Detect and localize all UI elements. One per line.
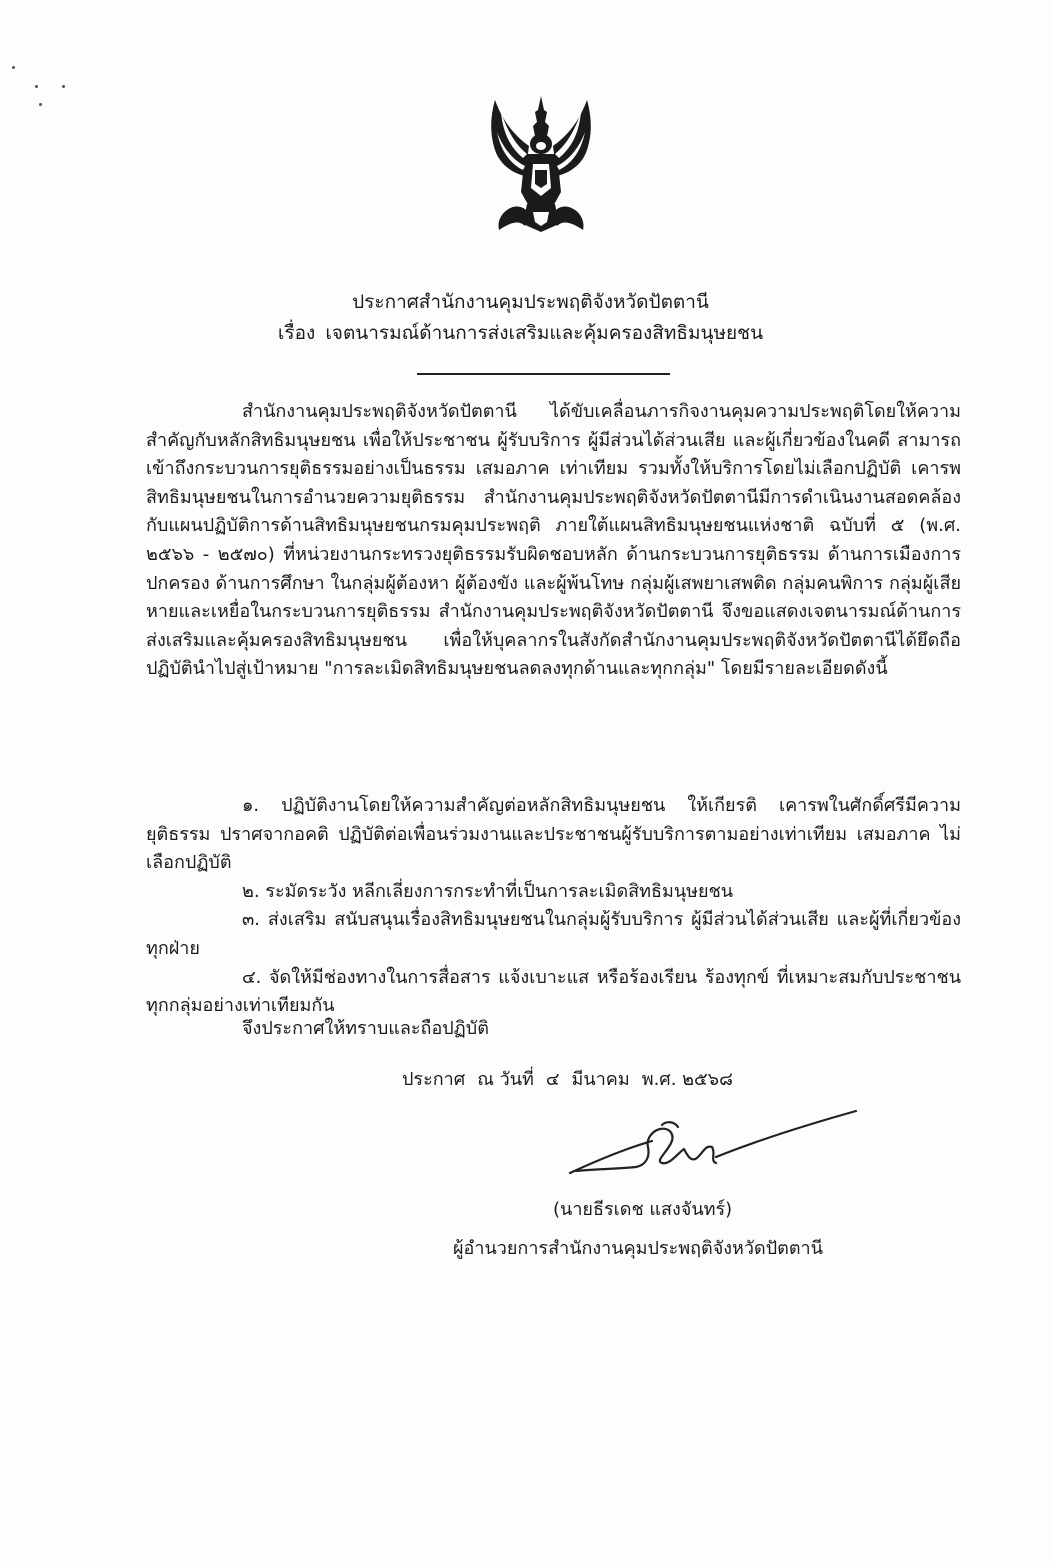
title-divider	[417, 373, 670, 375]
date-prefix: ณ วันที่	[477, 1069, 534, 1090]
date-month: มีนาคม	[571, 1069, 630, 1090]
garuda-emblem-icon	[485, 92, 597, 240]
list-item: ๔. จัดให้มีช่องทางในการสื่อสาร แจ้งเบาะแส หรือร้องเรียน ร้องทุกข์ ที่เหมาะสมกับประชาชนทุกกลุ่มอย่างเท่าเทียมกัน	[146, 966, 961, 1017]
list-item: ๓. ส่งเสริม สนับสนุนเรื่องสิทธิมนุษยชนในกลุ่มผู้รับบริการ ผู้มีส่วนได้ส่วนเสีย และผู้ที่เกี่ยวข้องทุกฝ่าย	[146, 909, 961, 959]
announcement-date	[402, 1066, 745, 1094]
commitment-list	[146, 792, 961, 1021]
subject-label: เรื่อง	[277, 322, 316, 344]
announcement-subject	[0, 318, 1047, 348]
list-item: ๒. ระมัดระวัง หลีกเลี่ยงการกระทำที่เป็นการละเมิดสิทธิมนุษยชน	[242, 880, 734, 902]
date-year: พ.ศ. ๒๕๖๘	[641, 1069, 733, 1090]
announcement-statement: จึงประกาศให้ทราบและถือปฏิบัติ	[242, 1018, 489, 1039]
signer-name: (นายธีรเดช แสงจันทร์)	[553, 1199, 733, 1220]
body-paragraph: สำนักงานคุมประพฤติจังหวัดปัตตานี ได้ขับเคลื่อนภารกิจงานคุมความประพฤติโดยให้ความสำคัญกับหลักสิทธิมนุษยชน เพื่อให้ประชาชน ผู้รับบริการ ผู้มีส่วนได้ส่วนเสีย และผู้เกี่ยวข้องในคดี สามารถเข้าถึงกระบวนการยุติธรรมอย่างเป็นธรรม เสมอภาค เท่าเทียม รวมทั้งให้บริการโดยไม่เลือกปฏิบัติ เคารพสิทธิมนุษยชนในการอำนวยความยุติธรรม สำนักงานคุมประพฤติจังหวัดปัตตานีมีการดำเนินงานสอดคล้องกับแผนปฏิบัติการด้านสิทธิมนุษยชนกรมคุมประพฤติ ภายใต้แผนสิทธิมนุษยชนแห่งชาติ ฉบับที่ ๕ (พ.ศ. ๒๕๖๖ - ๒๕๗๐) ที่หน่วยงานกระทรวงยุติธรรมรับผิดชอบหลัก ด้านกระบวนการยุติธรรม ด้านการเมืองการปกครอง ด้านการศึกษา ในกลุ่มผู้ต้องหา ผู้ต้องขัง และผู้พ้นโทษ กลุ่มผู้เสพยาเสพติด กลุ่มคนพิการ กลุ่มผู้เสียหายและเหยื่อในกระบวนการยุติธรรม สำนักงานคุมประพฤติจังหวัดปัตตานี จึงขอแสดงเจตนารมณ์ด้านการส่งเสริมและคุ้มครองสิทธิมนุษยชน เพื่อให้บุคลากรในสังกัดสำนักงานคุมประพฤติจังหวัดปัตตานีได้ยึดถือปฏิบัตินำไปสู่เป้าหมาย "การละเมิดสิทธิมนุษยชนลดลงทุกด้านและทุกกลุ่ม" โดยมีรายละเอียดดังนี้	[146, 401, 961, 680]
list-item: ๑. ปฏิบัติงานโดยให้ความสำคัญต่อหลักสิทธิมนุษยชน ให้เกียรติ เคารพในศักดิ์ศรีมีความยุติธรรม ปราศจากอคติ ปฏิบัติต่อเพื่อนร่วมงานและประชาชนผู้รับบริการตามอย่างเท่าเทียม เสมอภาค ไม่เลือกปฏิบัติ	[146, 795, 961, 874]
date-label: ประกาศ	[402, 1069, 466, 1090]
date-day: ๔	[545, 1069, 560, 1090]
announcement-title: ประกาศสำนักงานคุมประพฤติจังหวัดปัตตานี	[352, 291, 709, 313]
handwritten-signature	[566, 1105, 860, 1183]
subject-text: เจตนารมณ์ด้านการส่งเสริมและคุ้มครองสิทธิมนุษยชน	[325, 322, 764, 344]
signer-position: ผู้อำนวยการสำนักงานคุมประพฤติจังหวัดปัตตานี	[453, 1238, 823, 1259]
